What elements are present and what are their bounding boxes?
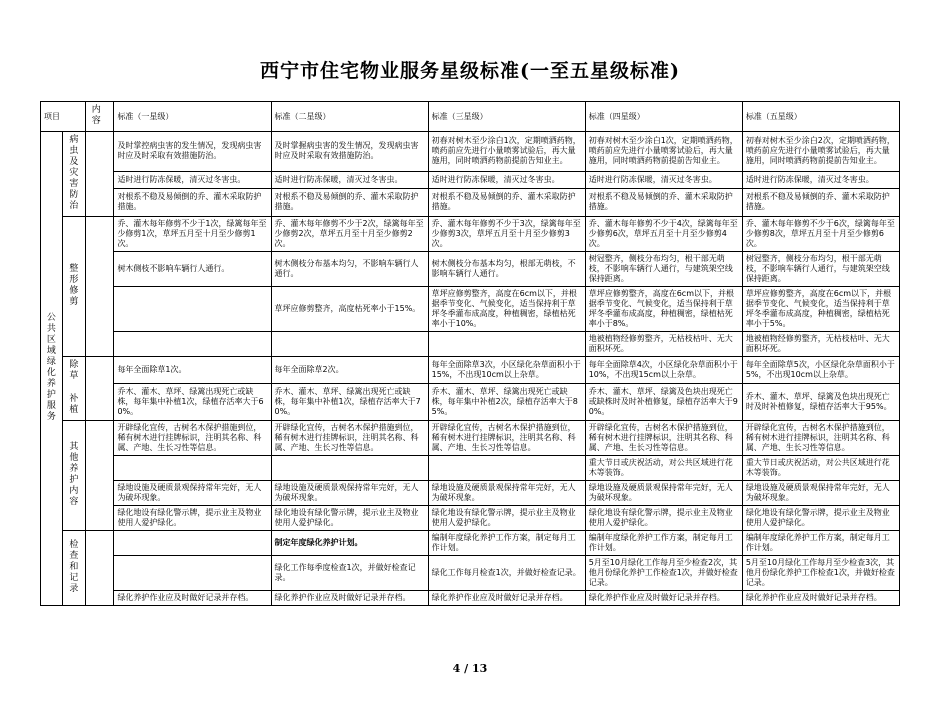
table-header-row: [41, 102, 900, 132]
cell-level-4: 绿化养护作业应及时做好记录并存档。: [585, 591, 742, 606]
table-row: [41, 456, 900, 481]
standards-table: [40, 101, 900, 606]
cell-level-4: 对根系不稳及易倾倒的乔、灌木采取防护措施。: [585, 188, 742, 216]
cell-level-5: 绿地设施及硬质景观保持常年完好，无人为破坏现象。: [742, 481, 899, 506]
cell-level-2: 树木侧枝分布基本均匀，不影响车辆行人通行。: [271, 252, 428, 287]
page-number: 4 / 13: [452, 662, 488, 675]
table-row: [41, 556, 900, 591]
cell-level-5: 每年全面除草5次，小区绿化杂草面积小于5%，不出现10cm以上杂草。: [742, 357, 899, 384]
cell-level-1: 乔木、灌木、草坪、绿篱出现死亡或缺株，每年集中补植1次，绿植存活率大于60%。: [114, 383, 271, 420]
cell-level-3: 绿地设施及硬质景观保持常年完好，无人为破坏现象。: [428, 481, 585, 506]
cell-level-5: 乔木、灌木、草坪、绿篱及色块出现死亡时及时补植修复，绿植存活率大于95%。: [742, 383, 899, 420]
cell-level-2: 乔、灌木每年修剪不少于2次，绿篱每年至少修剪2次，草坪五月至十月至少修剪2次。: [271, 217, 428, 252]
cell-level-2: 对根系不稳及易倾倒的乔、灌木采取防护措施。: [271, 188, 428, 216]
table-row: [41, 252, 900, 287]
cell-level-3: 初春对树木至少涂白1次，定期喷洒药物，喷药前应先进行小量喷雾试验后，再大量施用，同时喷洒药物前提前告知业主。: [428, 132, 585, 172]
cell-level-4: 草坪应修剪整齐，高度在6cm以下，并根据季节变化、气候变化，适当保持利于草坪冬季灌布成高度，种植稠密，绿植枯死率小于8%。: [585, 287, 742, 332]
cell-level-1: 对根系不稳及易倾倒的乔、灌木采取防护措施。: [114, 188, 271, 216]
cell-level-1: 绿化养护作业应及时做好记录并存档。: [114, 591, 271, 606]
cell-level-3: 编制年度绿化养护工作方案，制定每月工作计划。: [428, 531, 585, 556]
cell-level-4: 乔、灌木每年修剪不少于4次，绿篱每年至少修剪6次，草坪五月至十月至少修剪4次。: [585, 217, 742, 252]
table-row: [41, 357, 900, 384]
header-level-2: 标准（二星级）: [271, 102, 428, 132]
cell-level-2: 乔木、灌木、草坪、绿篱出现死亡或缺株，每年集中补植1次，绿植存活率大于70%。: [271, 383, 428, 420]
cell-level-4: 开辟绿化宜传，古树名木保护措施到位，稀有树木进行挂牌标识，注明其名称、科属、产地、生长习性等信息。: [585, 421, 742, 456]
cell-level-4: 每年全面除草4次，小区绿化杂草面积小于10%，不出现15cm以上杂草。: [585, 357, 742, 384]
table-row: [41, 287, 900, 332]
cell-level-1: 开辟绿化宜传，古树名木保护措施到位，稀有树木进行挂牌标识，注明其名称、科属、产地、生长习性等信息。: [114, 421, 271, 456]
cell-level-3: 乔木、灌木、草坪、绿篱出现死亡或缺株，每年集中补植2次，绿植存活率大于85%。: [428, 383, 585, 420]
cell-level-5: 地被植物经修剪整齐，无枯枝枯叶、无大面积坏死。: [742, 332, 899, 357]
cell-level-1: [114, 531, 271, 556]
cell-level-4: 编制年度绿化养护工作方案，制定每月工作计划。: [585, 531, 742, 556]
cell-level-1: 绿地设施及硬质景观保持常年完好，无人为破坏现象。: [114, 481, 271, 506]
cell-level-5: 5月至10月绿化工作每月至少检查3次，其他月份绿化养护工作检查1次，并做好检查记录。: [742, 556, 899, 591]
table-row: [41, 383, 900, 420]
cell-level-4: 树冠整齐，侧枝分布均匀，根干部无萌枝，不影响车辆行人通行，与建筑架空线保持距离。: [585, 252, 742, 287]
table-row: [41, 217, 900, 252]
header-level-3: 标准（三星级）: [428, 102, 585, 132]
project-label-cell: 公共区域绿化养护服务: [41, 132, 63, 606]
cell-level-2: 草坪应修剪整齐，高度枯死率小于15%。: [271, 287, 428, 332]
cell-level-1: 树木侧枝不影响车辆行人通行。: [114, 252, 271, 287]
cell-level-2: 每年全面除草2次。: [271, 357, 428, 384]
cell-level-1: [114, 332, 271, 357]
header-level-5: 标准（五星级）: [742, 102, 899, 132]
cell-level-5: 适时进行防冻保暖，清灭过冬害虫。: [742, 171, 899, 188]
cell-level-3: 每年全面除草3次，小区绿化杂草面积小于15%，不出现10cm以上杂草。: [428, 357, 585, 384]
cell-level-1: 及时掌控病虫害的发生情况，发现病虫害时应及时采取有效措施防治。: [114, 132, 271, 172]
table-row: [41, 171, 900, 188]
cell-level-4: 绿化地设有绿化警示牌，提示业主及物业使用人爱护绿化。: [585, 506, 742, 531]
sub-label-cell: [85, 357, 114, 421]
cell-level-3: 适时进行防冻保暖，清灭过冬害虫。: [428, 171, 585, 188]
cell-level-1: 每年全面除草1次。: [114, 357, 271, 384]
cell-level-5: 草坪应修剪整齐，高度在6cm以下，并根据季节变化、气候变化，适当保持利于草坪冬季灌布成高度，种植稠密，绿植枯死率小于5%。: [742, 287, 899, 332]
header-level-1: 标准（一星级）: [114, 102, 271, 132]
cell-level-3: 绿化工作每月检查1次，并做好检查记录。: [428, 556, 585, 591]
sub-label-cell: [85, 132, 114, 217]
cell-level-2: 开辟绿化宜传，古树名木保护措施到位，稀有树木进行挂牌标识，注明其名称、科属、产地、生长习性等信息。: [271, 421, 428, 456]
cell-level-5: 乔、灌木每年修剪不少于6次，绿篱每年至少修剪8次，草坪五月至十月至少修剪6次。: [742, 217, 899, 252]
cell-level-2: 适时进行防冻保暖，清灭过冬害虫。: [271, 171, 428, 188]
cell-level-3: 乔、灌木每年修剪不少于3次，绿篱每年至少修剪3次，草坪五月至十月至少修剪3次。: [428, 217, 585, 252]
content-label-cell: 整形修剪: [63, 217, 85, 357]
header-content: 内容: [85, 102, 114, 132]
cell-level-2: 绿化地设有绿化警示牌，提示业主及物业使用人爱护绿化。: [271, 506, 428, 531]
cell-level-3: 树木侧枝分布基本均匀，根部无萌枝，不影响车辆行人通行。: [428, 252, 585, 287]
cell-level-4: 5月至10月绿化工作每月至少检查2次，其他月份绿化养护工作检查1次，并做好检查记录。: [585, 556, 742, 591]
cell-level-5: 编制年度绿化养护工作方案，制定每月工作计划。: [742, 531, 899, 556]
content-label-cell: 除草 补植: [63, 357, 85, 421]
cell-level-2: 制定年度绿化养护计划。: [271, 531, 428, 556]
header-level-4: 标准（四星级）: [585, 102, 742, 132]
table-row: [41, 506, 900, 531]
table-row: [41, 132, 900, 172]
cell-level-5: 绿化养护作业应及时做好记录并存档。: [742, 591, 899, 606]
cell-level-3: 绿化养护作业应及时做好记录并存档。: [428, 591, 585, 606]
cell-level-4: 绿地设施及硬质景观保持常年完好，无人为破坏现象。: [585, 481, 742, 506]
sub-label-cell: [85, 217, 114, 357]
header-project: 项目: [41, 102, 86, 132]
cell-level-3: 草坪应修剪整齐，高度在6cm以下，并根据季节变化、气候变化，适当保持利于草坪冬季灌布成高度，种植稠密，绿植枯死率小于10%。: [428, 287, 585, 332]
cell-level-3: 绿化地设有绿化警示牌，提示业主及物业使用人爱护绿化。: [428, 506, 585, 531]
cell-level-1: [114, 287, 271, 332]
cell-level-4: 地被植物经修剪整齐，无枯枝枯叶、无大面积坏死。: [585, 332, 742, 357]
cell-level-5: 开辟绿化宜传，古树名木保护措施到位，稀有树木进行挂牌标识，注明其名称、科属、产地、生长习性等信息。: [742, 421, 899, 456]
content-label-cell: 其他养护内容: [63, 421, 85, 531]
cell-level-5: 对根系不稳及易倾倒的乔、灌木采取防护措施。: [742, 188, 899, 216]
page-title: 西宁市住宅物业服务星级标准(一至五星级标准): [260, 60, 680, 82]
cell-level-1: 绿化地设有绿化警示牌，提示业主及物业使用人爱护绿化。: [114, 506, 271, 531]
cell-level-5: 重大节日或庆祝活动，对公共区域进行花木等装饰。: [742, 456, 899, 481]
table-row: [41, 421, 900, 456]
cell-level-2: 绿地设施及硬质景观保持常年完好，无人为破坏现象。: [271, 481, 428, 506]
cell-level-2: [271, 332, 428, 357]
content-label-cell: 病虫及灾害防治: [63, 132, 85, 217]
cell-level-2: [271, 456, 428, 481]
cell-level-5: 初春对树木至少涂白2次，定期喷洒药物，喷药前应先进行小量喷雾试验后，再大量施用，同时喷洒药物前提前告知业主。: [742, 132, 899, 172]
cell-level-1: 适时进行防冻保暖，清灭过冬害虫。: [114, 171, 271, 188]
cell-level-3: 开辟绿化宜传，古树名木保护措施到位，稀有树木进行挂牌标识，注明其名称、科属、产地、生长习性等信息。: [428, 421, 585, 456]
cell-level-1: [114, 456, 271, 481]
cell-level-4: 初春对树木至少涂白1次，定期喷洒药物，喷药前应先进行小量喷雾试验后，再大量施用，同时喷洒药物前提前告知业主。: [585, 132, 742, 172]
table-row: [41, 188, 900, 216]
cell-level-3: [428, 456, 585, 481]
table-row: [41, 332, 900, 357]
document-page: [0, 56, 940, 721]
cell-level-1: [114, 556, 271, 591]
cell-level-3: 对根系不稳及易倾倒的乔、灌木采取防护措施。: [428, 188, 585, 216]
cell-level-4: 重大节日或庆祝活动，对公共区域进行花木等装饰。: [585, 456, 742, 481]
cell-level-2: 绿化养护作业应及时做好记录并存档。: [271, 591, 428, 606]
sub-label-cell: [85, 531, 114, 606]
cell-level-3: [428, 332, 585, 357]
cell-level-2: 绿化工作每季度检查1次，并做好检查记录。: [271, 556, 428, 591]
table-row: [41, 481, 900, 506]
cell-level-4: 适时进行防冻保暖，清灭过冬害虫。: [585, 171, 742, 188]
cell-level-1: 乔、灌木每年修剪不少于1次，绿篱每年至少修剪1次，草坪五月至十月至少修剪1次。: [114, 217, 271, 252]
cell-level-5: 树冠整齐，侧枝分布均匀，根干部无萌枝，不影响车辆行人通行，与建筑架空线保持距离。: [742, 252, 899, 287]
content-label-cell: 检查和记录: [63, 531, 85, 606]
table-row: [41, 531, 900, 556]
cell-level-2: 及时掌握病虫害的发生情况，发现病虫害时应及时采取有效措施防治。: [271, 132, 428, 172]
cell-level-4: 乔木、灌木、草坪、绿篱及色块出现死亡或缺株时及时补植修复，绿植存活率大于90%。: [585, 383, 742, 420]
cell-level-5: 绿化地设有绿化警示牌，提示业主及物业使用人爱护绿化。: [742, 506, 899, 531]
sub-label-cell: [85, 421, 114, 531]
table-row: [41, 591, 900, 606]
